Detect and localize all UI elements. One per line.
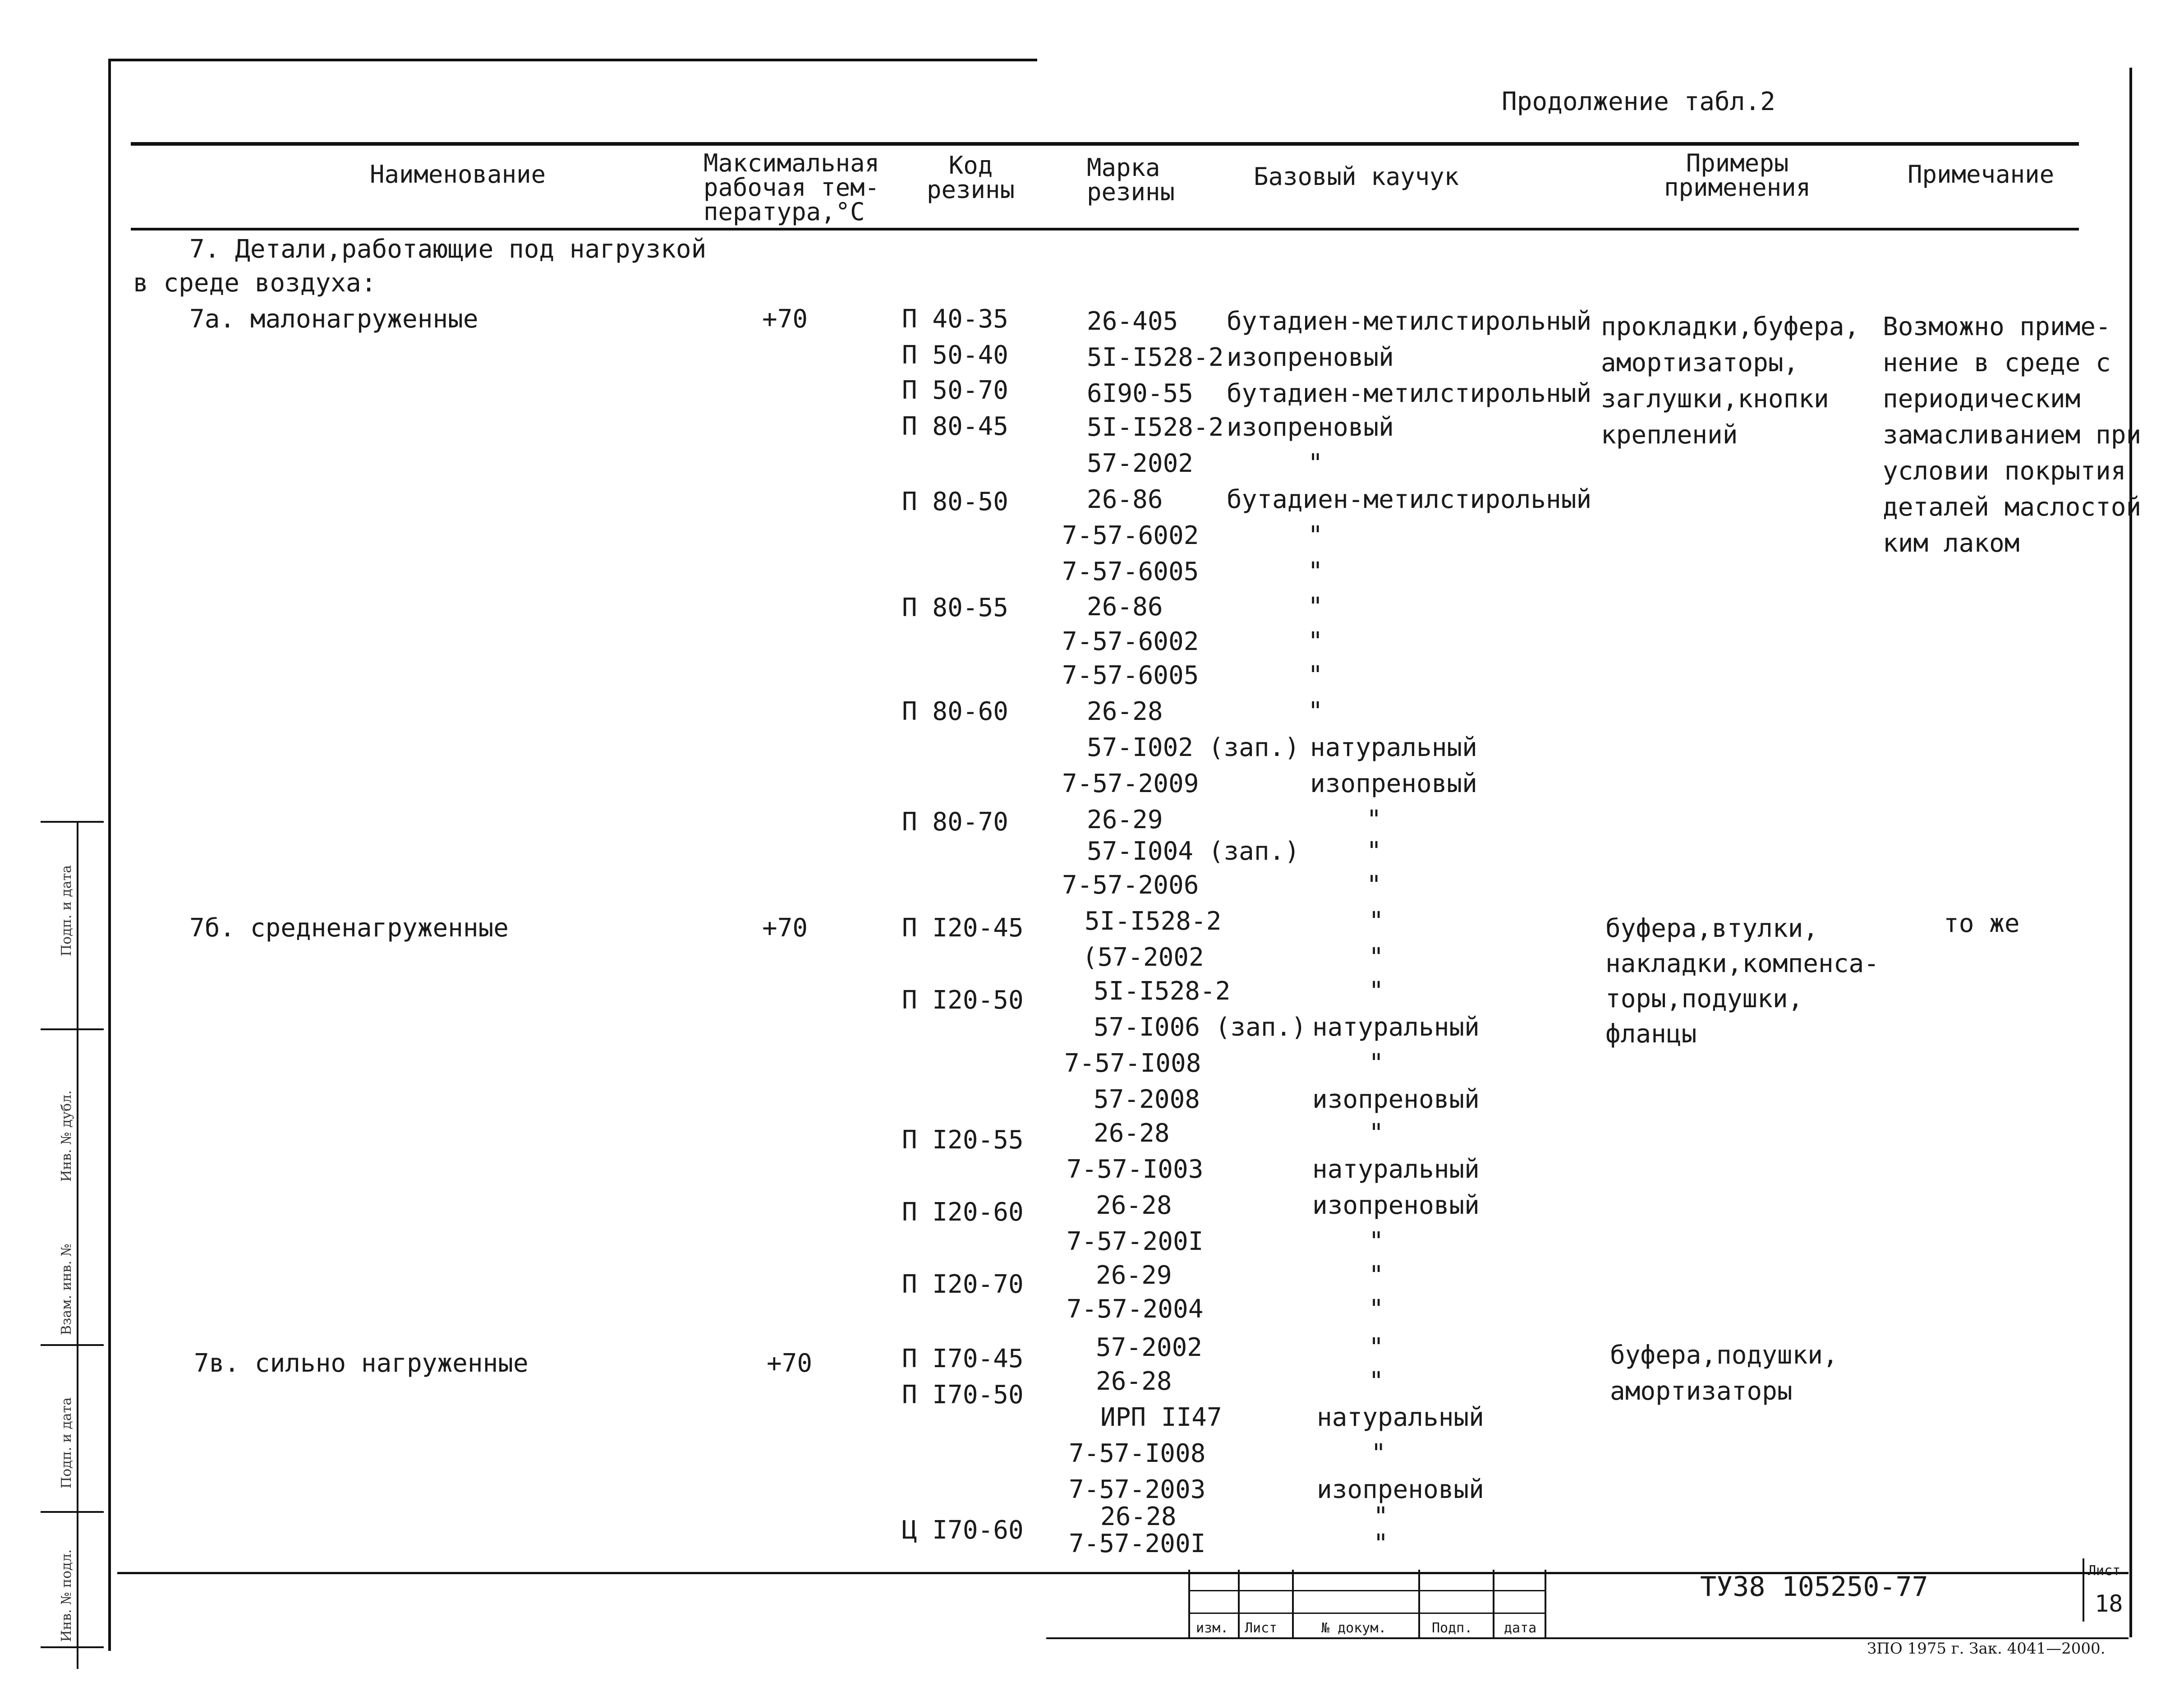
margin-tick xyxy=(41,1344,104,1346)
base-rubber: " xyxy=(1369,1261,1384,1290)
section-title: 7. Детали,работающие под нагрузкой xyxy=(189,235,707,264)
header-bottom-rule xyxy=(131,228,2079,230)
rubber-code: П I20-50 xyxy=(902,986,1024,1015)
base-rubber: " xyxy=(1373,1529,1389,1558)
base-rubber: изопреновый xyxy=(1312,1191,1480,1220)
note-line: периодическим xyxy=(1883,384,2081,414)
header-max-temp xyxy=(703,151,879,224)
margin-tick xyxy=(41,1028,104,1030)
margin-tick xyxy=(41,821,104,823)
stamp-divider xyxy=(1188,1570,1190,1637)
header-note: Примечание xyxy=(1908,160,2055,189)
examples-line: буфера,втулки, xyxy=(1605,914,1819,943)
rubber-grade: 57-2008 xyxy=(1094,1085,1200,1114)
top-border-left xyxy=(108,59,1037,61)
rubber-grade: 5I-I528-2 xyxy=(1094,977,1231,1006)
rubber-grade: ИРП II47 xyxy=(1100,1403,1222,1432)
rubber-code: П I70-50 xyxy=(902,1380,1024,1410)
base-rubber: изопреновый xyxy=(1312,1085,1480,1114)
base-rubber: " xyxy=(1369,1295,1384,1324)
note-7b: то же xyxy=(1944,909,2020,938)
print-info: ЗПО 1975 г. Зак. 4041—2000. xyxy=(1867,1640,2106,1658)
note-line: ким лаком xyxy=(1883,529,2020,558)
examples-7a xyxy=(1601,309,1859,453)
base-rubber: " xyxy=(1369,1049,1384,1078)
header-max-temp-line: Максимальная xyxy=(703,149,880,177)
base-rubber: натуральный xyxy=(1317,1403,1484,1432)
stamp-label-sheet: Лист xyxy=(1245,1620,1278,1636)
note-line: Возможно приме- xyxy=(1883,312,2111,341)
note-line: деталей маслостой xyxy=(1883,493,2142,522)
group-temp: +70 xyxy=(762,304,808,334)
rubber-grade: 7-57-I003 xyxy=(1067,1155,1204,1184)
rubber-grade: 57-2002 xyxy=(1087,449,1194,478)
header-code xyxy=(927,153,1015,202)
stamp-divider xyxy=(1238,1570,1240,1637)
header-examples-line: применения xyxy=(1664,173,1811,202)
margin-tick xyxy=(41,1646,104,1648)
base-rubber: " xyxy=(1369,1367,1384,1396)
group-temp: +70 xyxy=(762,913,808,943)
header-grade-line: резины xyxy=(1087,178,1175,206)
rubber-grade: 6I90-55 xyxy=(1087,379,1194,408)
examples-7c xyxy=(1610,1337,1838,1410)
rubber-code: П 80-70 xyxy=(902,807,1009,837)
base-rubber: бутадиен-метилстирольный xyxy=(1227,379,1592,408)
base-rubber: " xyxy=(1369,907,1384,936)
group-label: 7а. малонагруженные xyxy=(189,304,478,334)
rubber-grade: 57-2002 xyxy=(1096,1333,1203,1362)
base-rubber: изопреновый xyxy=(1310,769,1477,798)
stamp-row-line xyxy=(1188,1590,1545,1591)
section-title: в среде воздуха: xyxy=(133,268,377,298)
base-rubber: " xyxy=(1308,557,1323,586)
rubber-grade: 7-57-200I xyxy=(1069,1529,1206,1558)
document-code: ТУ38 105250-77 xyxy=(1700,1571,1928,1603)
stamp-label-docno: № докум. xyxy=(1321,1620,1387,1636)
header-grade-line: Марка xyxy=(1087,153,1160,182)
rubber-grade: 7-57-2009 xyxy=(1062,769,1199,798)
base-rubber: " xyxy=(1371,1439,1386,1468)
stamp-divider xyxy=(1292,1570,1294,1637)
margin-label: Взам. инв. № xyxy=(59,1243,74,1335)
base-rubber: " xyxy=(1369,977,1384,1006)
stamp-label-sign: Подп. xyxy=(1432,1620,1473,1636)
header-code-line: резины xyxy=(927,175,1015,204)
base-rubber: " xyxy=(1308,661,1323,690)
base-rubber: " xyxy=(1308,697,1323,726)
stamp-label-change: изм. xyxy=(1196,1620,1229,1636)
header-max-temp-line: рабочая тем- xyxy=(703,173,880,202)
examples-line: креплений xyxy=(1601,420,1738,450)
sheet-label: Лист xyxy=(2088,1563,2121,1579)
rubber-grade: 26-86 xyxy=(1087,485,1163,514)
header-code-line: Код xyxy=(948,151,993,180)
base-rubber: " xyxy=(1369,1227,1384,1256)
base-rubber: " xyxy=(1308,627,1323,656)
rubber-code: П 80-55 xyxy=(902,593,1009,622)
margin-line xyxy=(77,821,78,1669)
base-rubber: " xyxy=(1308,449,1323,478)
examples-line: заглушки,кнопки xyxy=(1601,384,1829,414)
note-line: замасливанием при xyxy=(1883,420,2142,450)
base-rubber: бутадиен-метилстирольный xyxy=(1227,485,1592,514)
rubber-grade: 7-57-6005 xyxy=(1062,557,1199,586)
margin-label: Инв. № дубл. xyxy=(59,1090,74,1182)
examples-line: буфера,подушки, xyxy=(1610,1341,1838,1370)
stamp-row-line xyxy=(1188,1613,1545,1614)
rubber-grade: 26-28 xyxy=(1096,1191,1172,1220)
rubber-grade: 26-28 xyxy=(1094,1119,1170,1148)
examples-line: прокладки,буфера, xyxy=(1601,312,1860,341)
rubber-code: П I20-45 xyxy=(902,913,1024,943)
base-rubber: " xyxy=(1373,1502,1389,1531)
rubber-grade: 7-57-I008 xyxy=(1064,1049,1201,1078)
base-rubber: натуральный xyxy=(1312,1013,1480,1042)
margin-label: Подп. и дата xyxy=(59,1397,74,1488)
group-temp: +70 xyxy=(767,1349,813,1378)
rubber-grade: 26-405 xyxy=(1087,307,1178,336)
rubber-grade: 5I-I528-2 xyxy=(1085,907,1222,936)
rubber-grade: 7-57-6002 xyxy=(1062,627,1199,656)
base-rubber: " xyxy=(1369,1119,1384,1148)
rubber-grade: 7-57-6005 xyxy=(1062,661,1199,690)
header-top-rule xyxy=(131,142,2079,146)
base-rubber: натуральный xyxy=(1312,1155,1480,1184)
left-border xyxy=(108,59,111,1651)
rubber-code: П 40-35 xyxy=(902,304,1009,334)
rubber-grade: 26-86 xyxy=(1087,592,1163,622)
footer-rule xyxy=(1046,1637,2129,1639)
right-border xyxy=(2129,68,2132,1637)
rubber-grade: 7-57-200I xyxy=(1067,1227,1204,1256)
rubber-grade: 26-28 xyxy=(1096,1367,1172,1396)
header-max-temp-line: пература,°С xyxy=(703,198,865,226)
base-rubber: изопреновый xyxy=(1227,343,1394,372)
rubber-grade: 7-57-2003 xyxy=(1069,1475,1206,1504)
rubber-code: П I20-55 xyxy=(902,1125,1024,1155)
base-rubber: " xyxy=(1308,592,1323,622)
rubber-grade: 26-28 xyxy=(1100,1502,1177,1531)
sheet-box-left xyxy=(2083,1558,2084,1622)
rubber-grade: 26-29 xyxy=(1096,1261,1172,1290)
rubber-code: П 80-50 xyxy=(902,487,1009,516)
header-rubber: Базовый каучук xyxy=(1254,162,1459,191)
rubber-code: П I20-70 xyxy=(902,1270,1024,1299)
examples-line: торы,подушки, xyxy=(1605,984,1803,1014)
rubber-grade: 26-28 xyxy=(1087,697,1163,726)
base-rubber: изопреновый xyxy=(1317,1475,1484,1504)
header-name: Наименование xyxy=(370,160,546,189)
group-label: 7в. сильно нагруженные xyxy=(194,1349,529,1378)
stamp-divider xyxy=(1493,1570,1494,1637)
rubber-code: П 50-40 xyxy=(902,341,1009,370)
examples-line: накладки,компенса- xyxy=(1605,949,1879,978)
note-line: условии покрытия xyxy=(1883,456,2126,486)
stamp-divider xyxy=(1545,1570,1546,1637)
rubber-code: П 50-70 xyxy=(902,376,1009,405)
examples-line: амортизаторы xyxy=(1610,1377,1793,1406)
rubber-grade: 5I-I528-2 xyxy=(1087,343,1224,372)
note-line: нение в среде с xyxy=(1883,348,2111,378)
rubber-grade: 57-I002 (зап.) xyxy=(1087,733,1300,762)
rubber-code: П I70-45 xyxy=(902,1344,1024,1373)
header-examples-line: Примеры xyxy=(1686,149,1789,177)
base-rubber: " xyxy=(1308,521,1323,550)
continuation-caption: Продолжение табл.2 xyxy=(1502,87,1775,116)
rubber-grade: 7-57-2006 xyxy=(1062,871,1199,900)
rubber-grade: 7-57-6002 xyxy=(1062,521,1199,550)
examples-line: амортизаторы, xyxy=(1601,348,1799,378)
rubber-grade: 5I-I528-2 xyxy=(1087,413,1224,442)
stamp-divider xyxy=(1418,1570,1420,1637)
rubber-grade: (57-2002 xyxy=(1082,943,1204,972)
rubber-grade: 57-I006 (зап.) xyxy=(1094,1013,1307,1042)
margin-label: Инв. № подл. xyxy=(59,1549,74,1642)
group-label: 7б. средненагруженные xyxy=(189,913,509,943)
sheet-number: 18 xyxy=(2095,1590,2123,1617)
rubber-code: П 80-60 xyxy=(902,697,1009,726)
note-7a xyxy=(1883,309,2141,562)
rubber-grade: 7-57-2004 xyxy=(1067,1295,1204,1324)
base-rubber: бутадиен-метилстирольный xyxy=(1227,307,1592,336)
base-rubber: натуральный xyxy=(1310,733,1477,762)
margin-label: Подп. и дата xyxy=(59,865,74,956)
base-rubber: " xyxy=(1369,943,1384,972)
base-rubber: " xyxy=(1366,871,1382,900)
stamp-label-date: дата xyxy=(1504,1620,1537,1636)
base-rubber: " xyxy=(1366,837,1382,866)
margin-tick xyxy=(41,1511,104,1513)
rubber-code: Ц I70-60 xyxy=(902,1516,1024,1545)
rubber-code: П 80-45 xyxy=(902,412,1009,441)
base-rubber: " xyxy=(1366,805,1382,834)
rubber-code: П I20-60 xyxy=(902,1198,1024,1227)
header-grade xyxy=(1087,153,1175,206)
header-examples xyxy=(1664,151,1811,200)
rubber-grade: 57-I004 (зап.) xyxy=(1087,837,1300,866)
rubber-grade: 26-29 xyxy=(1087,805,1163,834)
base-rubber: " xyxy=(1369,1333,1384,1362)
base-rubber: изопреновый xyxy=(1227,413,1394,442)
examples-7b xyxy=(1605,911,1879,1052)
examples-line: фланцы xyxy=(1605,1019,1697,1049)
rubber-grade: 7-57-I008 xyxy=(1069,1439,1206,1468)
